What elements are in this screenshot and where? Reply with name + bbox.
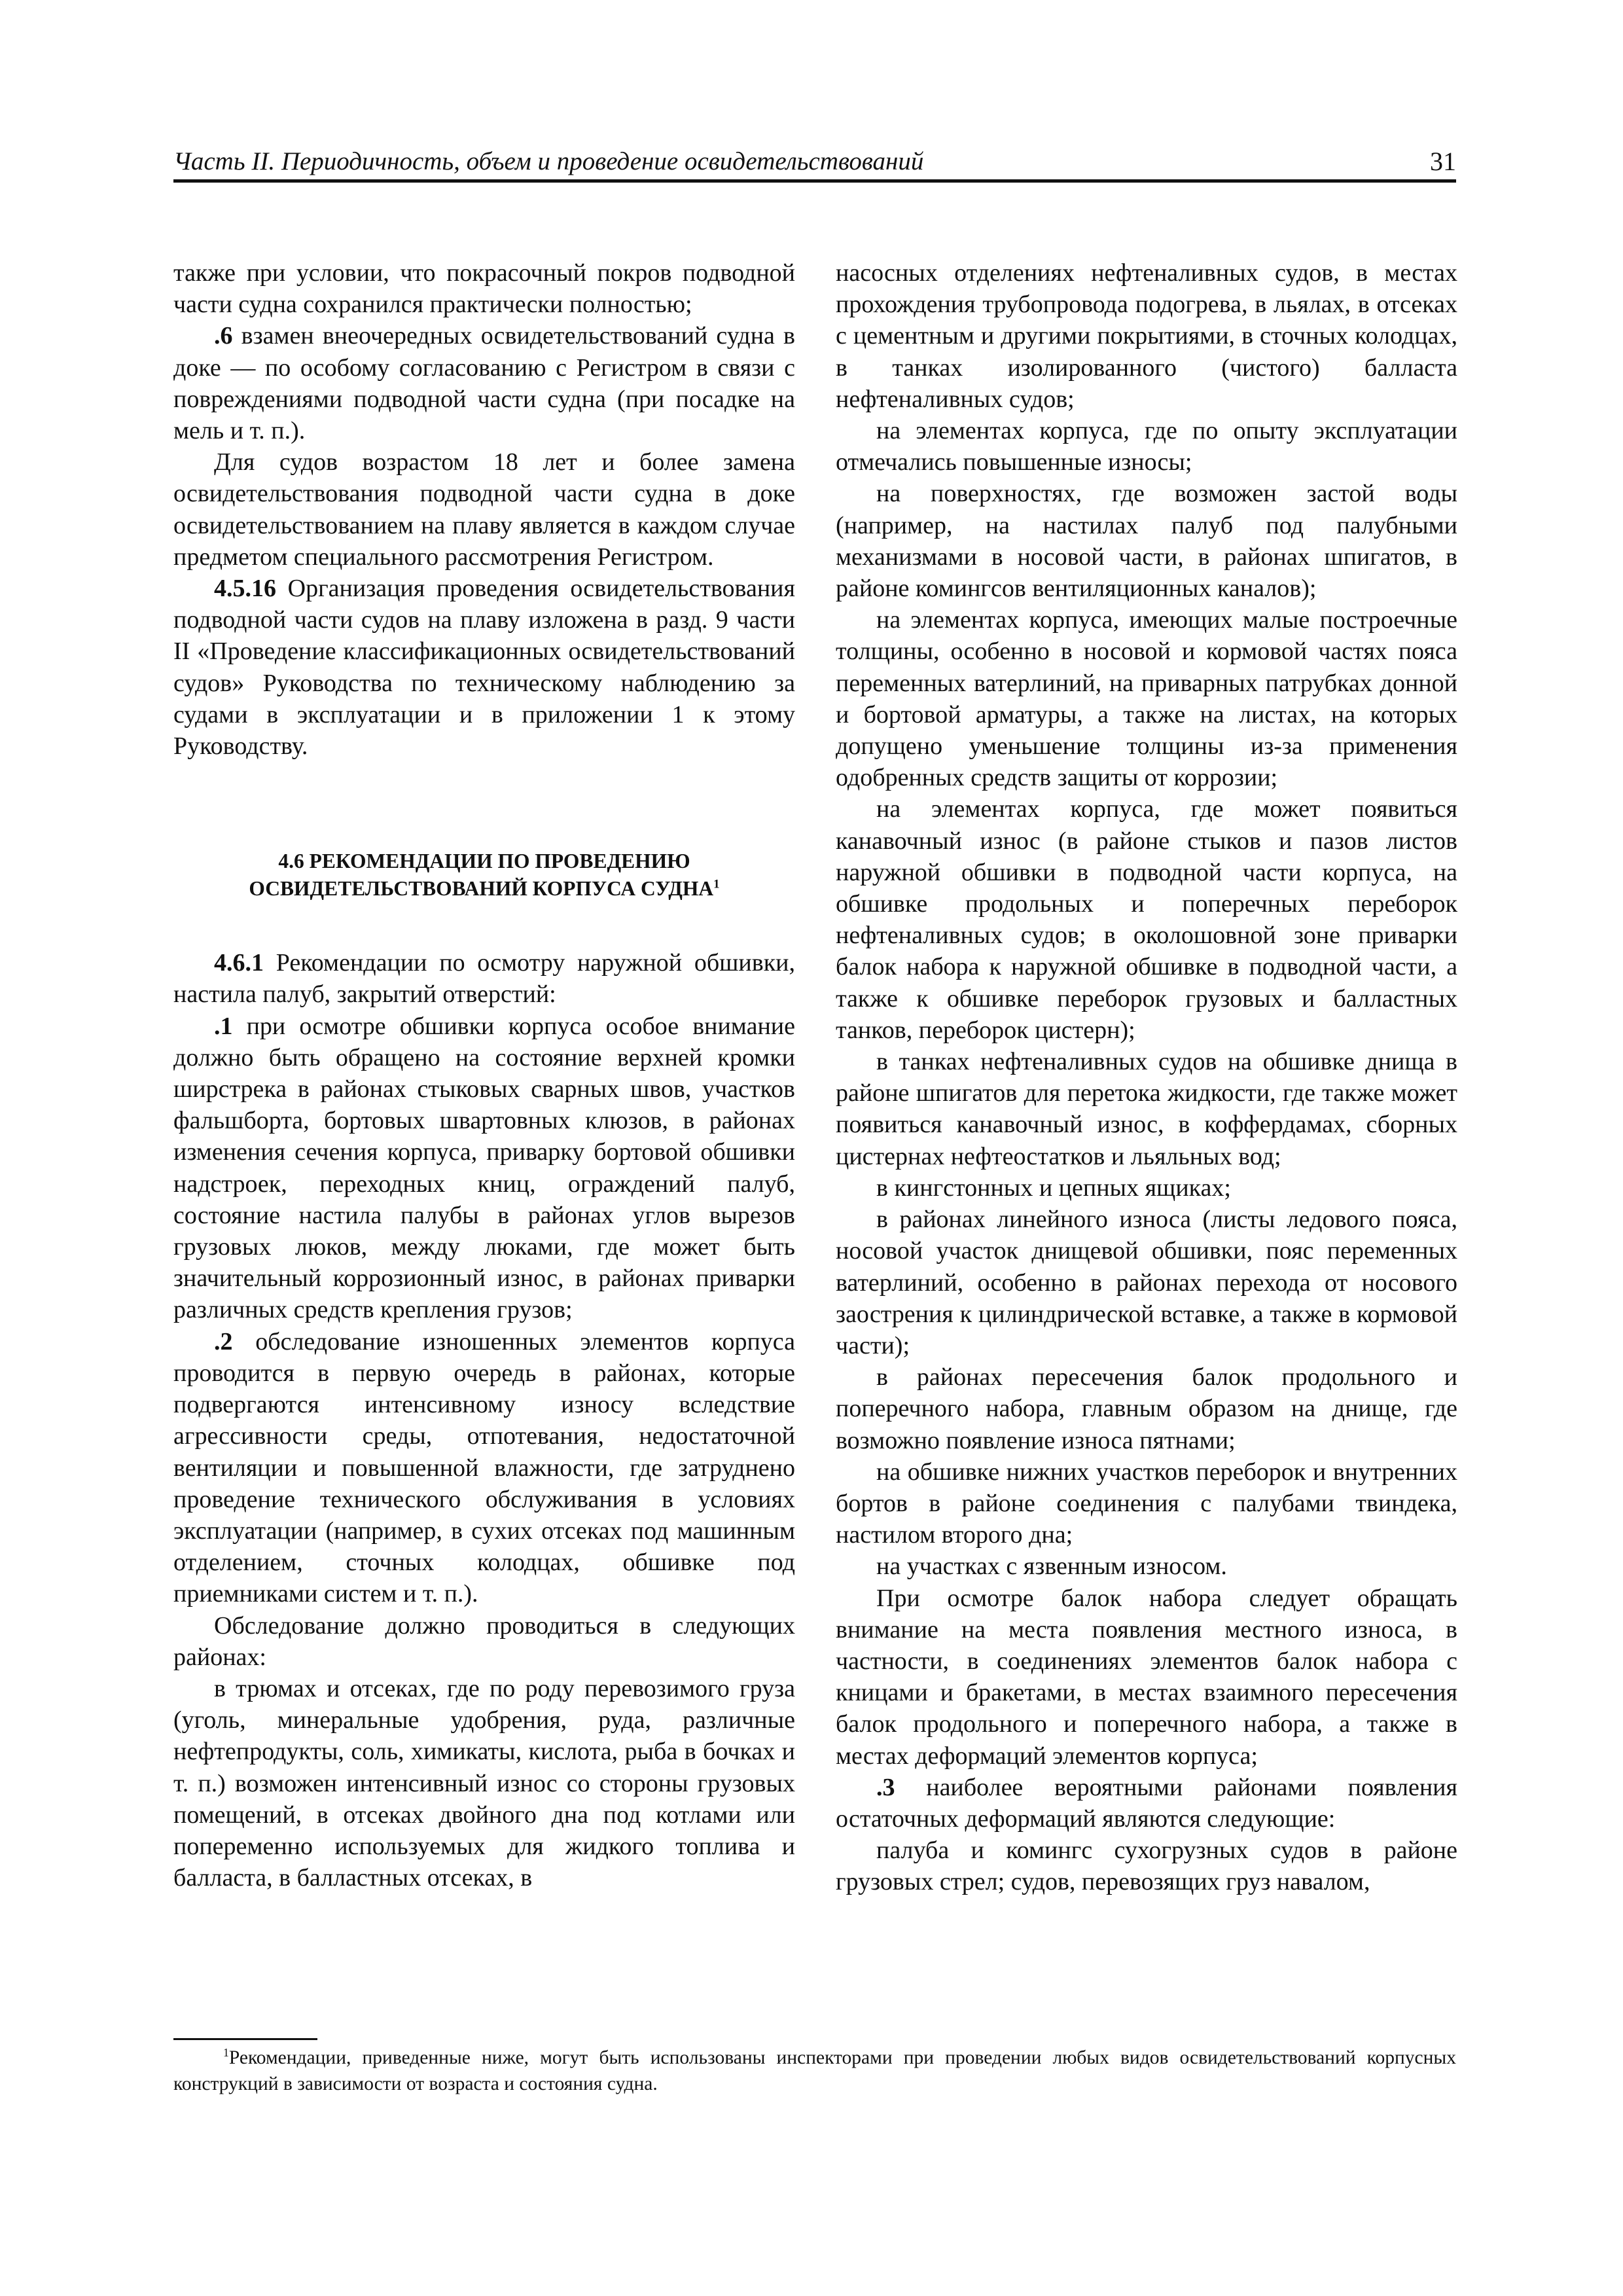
item-number: 4.5.16 (214, 575, 276, 603)
footnote-text: Рекомендации, приведенные ниже, могут быть использованы инспекторами при проведении любых видов освидетельствований корпусных конструкций в зависимости от возраста и состояния судна. (173, 2047, 1456, 2094)
paragraph-text: в районах пересечения балок продольного и поперечного набора, главным образом на днище, где возможно появление износа пятнами; (836, 1363, 1457, 1454)
paragraph (173, 1610, 795, 1673)
paragraph (836, 793, 1457, 1046)
paragraph (836, 1361, 1457, 1456)
paragraph (173, 1326, 795, 1610)
section-heading-line: 4.6 РЕКОМЕНДАЦИИ ПО ПРОВЕДЕНИЮ (278, 850, 690, 873)
running-header-title: Часть II. Периодичность, объем и проведение освидетельствований (173, 147, 924, 175)
footnote-divider (173, 2038, 317, 2040)
paragraph (173, 257, 795, 320)
page-number: 31 (1430, 147, 1456, 176)
paragraph-text: Обследование должно проводиться в следующих районах: (173, 1611, 795, 1671)
footnote-reference: 1 (713, 877, 720, 891)
paragraph-text: в танках нефтеналивных судов на обшивке днища в районе шпигатов для перетока жидкости, где также может появиться канавочный износ, в коффердамах, сборных цистернах нефтеостатков и льяльных вод; (836, 1048, 1457, 1170)
paragraph-text: на поверхностях, где возможен застой воды (например, на настилах палуб под палубными механизмами в носовой части, в районах шпигатов, в районе комингсов вентиляционных каналов); (836, 480, 1457, 603)
paragraph (836, 1551, 1457, 1582)
paragraph-text: на элементах корпуса, где может появиться канавочный износ (в районе стыков и пазов листов наружной обшивки в подводной части корпуса, на обшивке продольных и поперечных переборок нефтеналивных судов; в околошовной зоне приварки балок набора к наружной обшивке в подводной части, а также к обшивке переборок грузовых и балластных танков, переборок цистерн); (836, 795, 1457, 1044)
section-heading-text: ОСВИДЕТЕЛЬСТВОВАНИЙ КОРПУСА СУДНА (249, 877, 714, 901)
paragraph-text: взамен внеочередных освидетельствований судна в доке — по особому согласованию с Регистром в связи с повреждениями подводной части судна (при посадке на мель и т. п.). (173, 322, 795, 445)
paragraph-text: в районах линейного износа (листы ледового пояса, носовой участок днищевой обшивки, пояс переменных ватерлиний, особенно в районах перехода от носового заострения к цилиндрической вставке, а также в кормовой части); (836, 1206, 1457, 1359)
paragraph (836, 1772, 1457, 1835)
paragraph-text: При осмотре балок набора следует обращать внимание на места появления местного износа, в частности, в соединениях элементов балок набора с кницами и бракетами, в местах взаимного пересечения балок продольного и поперечного набора, а также в местах деформаций элементов корпуса; (836, 1584, 1457, 1770)
paragraph-text: при осмотре обшивки корпуса особое внимание должно быть обращено на состояние верхней кромки ширстрека в районах стыковых сварных швов, участков фальшборта, бортовых швартовных клюзов, в районах изменения сечения корпуса, приварку бортовой обшивки надстроек, переходных книц, ограждений палуб, состояние настила палубы в районах углов вырезов грузовых люков, между люками, где может быть значительный коррозионный износ, в районах приварки различных средств крепления грузов; (173, 1012, 795, 1324)
paragraph-text: также при условии, что покрасочный покров подводной части судна сохранился практически полностью; (173, 259, 795, 319)
section-heading-line (173, 875, 795, 903)
paragraph (836, 1835, 1457, 1897)
section-heading (173, 848, 795, 903)
paragraph (836, 1583, 1457, 1772)
running-header (173, 145, 1456, 183)
right-column (836, 257, 1457, 1898)
item-number: .2 (214, 1327, 233, 1355)
paragraph (173, 446, 795, 573)
paragraph (836, 1204, 1457, 1361)
item-number: .1 (214, 1012, 233, 1040)
paragraph-text: в трюмах и отсеках, где по роду перевозимого груза (уголь, минеральные удобрения, руда, различные нефтепродукты, соль, химикаты, кислота, рыба в бочках и т. п.) возможен интенсивный износ со стороны грузовых помещений, в отсеках двойного дна под котлами или попеременно используемых для жидкого топлива и балласта, в балластных отсеках, в (173, 1674, 795, 1892)
footnote-mark: 1 (223, 2046, 229, 2060)
footnote (173, 2045, 1456, 2097)
paragraph (836, 1172, 1457, 1204)
paragraph-text: палуба и комингс сухогрузных судов в районе грузовых стрел; судов, перевозящих груз навалом, (836, 1837, 1457, 1896)
paragraph (836, 257, 1457, 415)
paragraph-text: на участках с язвенным износом. (876, 1552, 1227, 1581)
paragraph (836, 1046, 1457, 1172)
paragraph-text: Организация проведения освидетельствования подводной части судов на плаву изложена в разд. 9 части II «Проведение классификационных освидетельствований судов» Руководства по техническому наблюдению за судами в эксплуатации и в приложении 1 к этому Руководству. (173, 575, 795, 761)
item-number: .3 (876, 1773, 895, 1801)
paragraph (173, 320, 795, 446)
paragraph (836, 478, 1457, 604)
paragraph (836, 415, 1457, 478)
paragraph-text: в кингстонных и цепных ящиках; (876, 1174, 1231, 1202)
paragraph (836, 604, 1457, 793)
paragraph-text: на элементах корпуса, где по опыту эксплуатации отмечались повышенные износы; (836, 417, 1457, 476)
paragraph-text: обследование изношенных элементов корпуса проводится в первую очередь в районах, которые подвергаются интенсивному износу вследствие агрессивности среды, отпотевания, недостаточной вентиляции и повышенной влажности, где затруднено проведение технического обслуживания в условиях эксплуатации (например, в сухих отсеках под машинным отделением, сточных колодцах, обшивке под приемниками систем и т. п.). (173, 1327, 795, 1608)
item-number: .6 (214, 322, 233, 350)
left-column (173, 257, 795, 1893)
paragraph-text: Для судов возрастом 18 лет и более замена освидетельствования подводной части судна в доке освидетельствованием на плаву является в каждом случае предметом специального рассмотрения Регистром. (173, 448, 795, 571)
paragraph-text: насосных отделениях нефтеналивных судов, в местах прохождения трубопровода подогрева, в льялах, в отсеках с цементным и другими покрытиями, в сточных колодцах, в танках изолированного (чистого) балласта нефтеналивных судов; (836, 259, 1457, 413)
paragraph-text: Рекомендации по осмотру наружной обшивки, настила палуб, закрытий отверстий: (173, 949, 795, 1009)
paragraph-text: на обшивке нижних участков переборок и внутренних бортов в районе соединения с палубами твиндека, настилом второго дна; (836, 1458, 1457, 1549)
paragraph-text: на элементах корпуса, имеющих малые построечные толщины, особенно в носовой и кормовой частях пояса переменных ватерлиний, на приварных патрубках донной и бортовой арматуры, а также на листах, на которых допущено уменьшение толщины из-за применения одобренных средств защиты от коррозии; (836, 606, 1457, 792)
paragraph (173, 1011, 795, 1326)
item-number: 4.6.1 (214, 949, 264, 977)
paragraph (173, 947, 795, 1010)
paragraph (173, 573, 795, 762)
paragraph (173, 1673, 795, 1893)
paragraph-text: наиболее вероятными районами появления остаточных деформаций являются следующие: (836, 1773, 1457, 1833)
paragraph (836, 1456, 1457, 1551)
